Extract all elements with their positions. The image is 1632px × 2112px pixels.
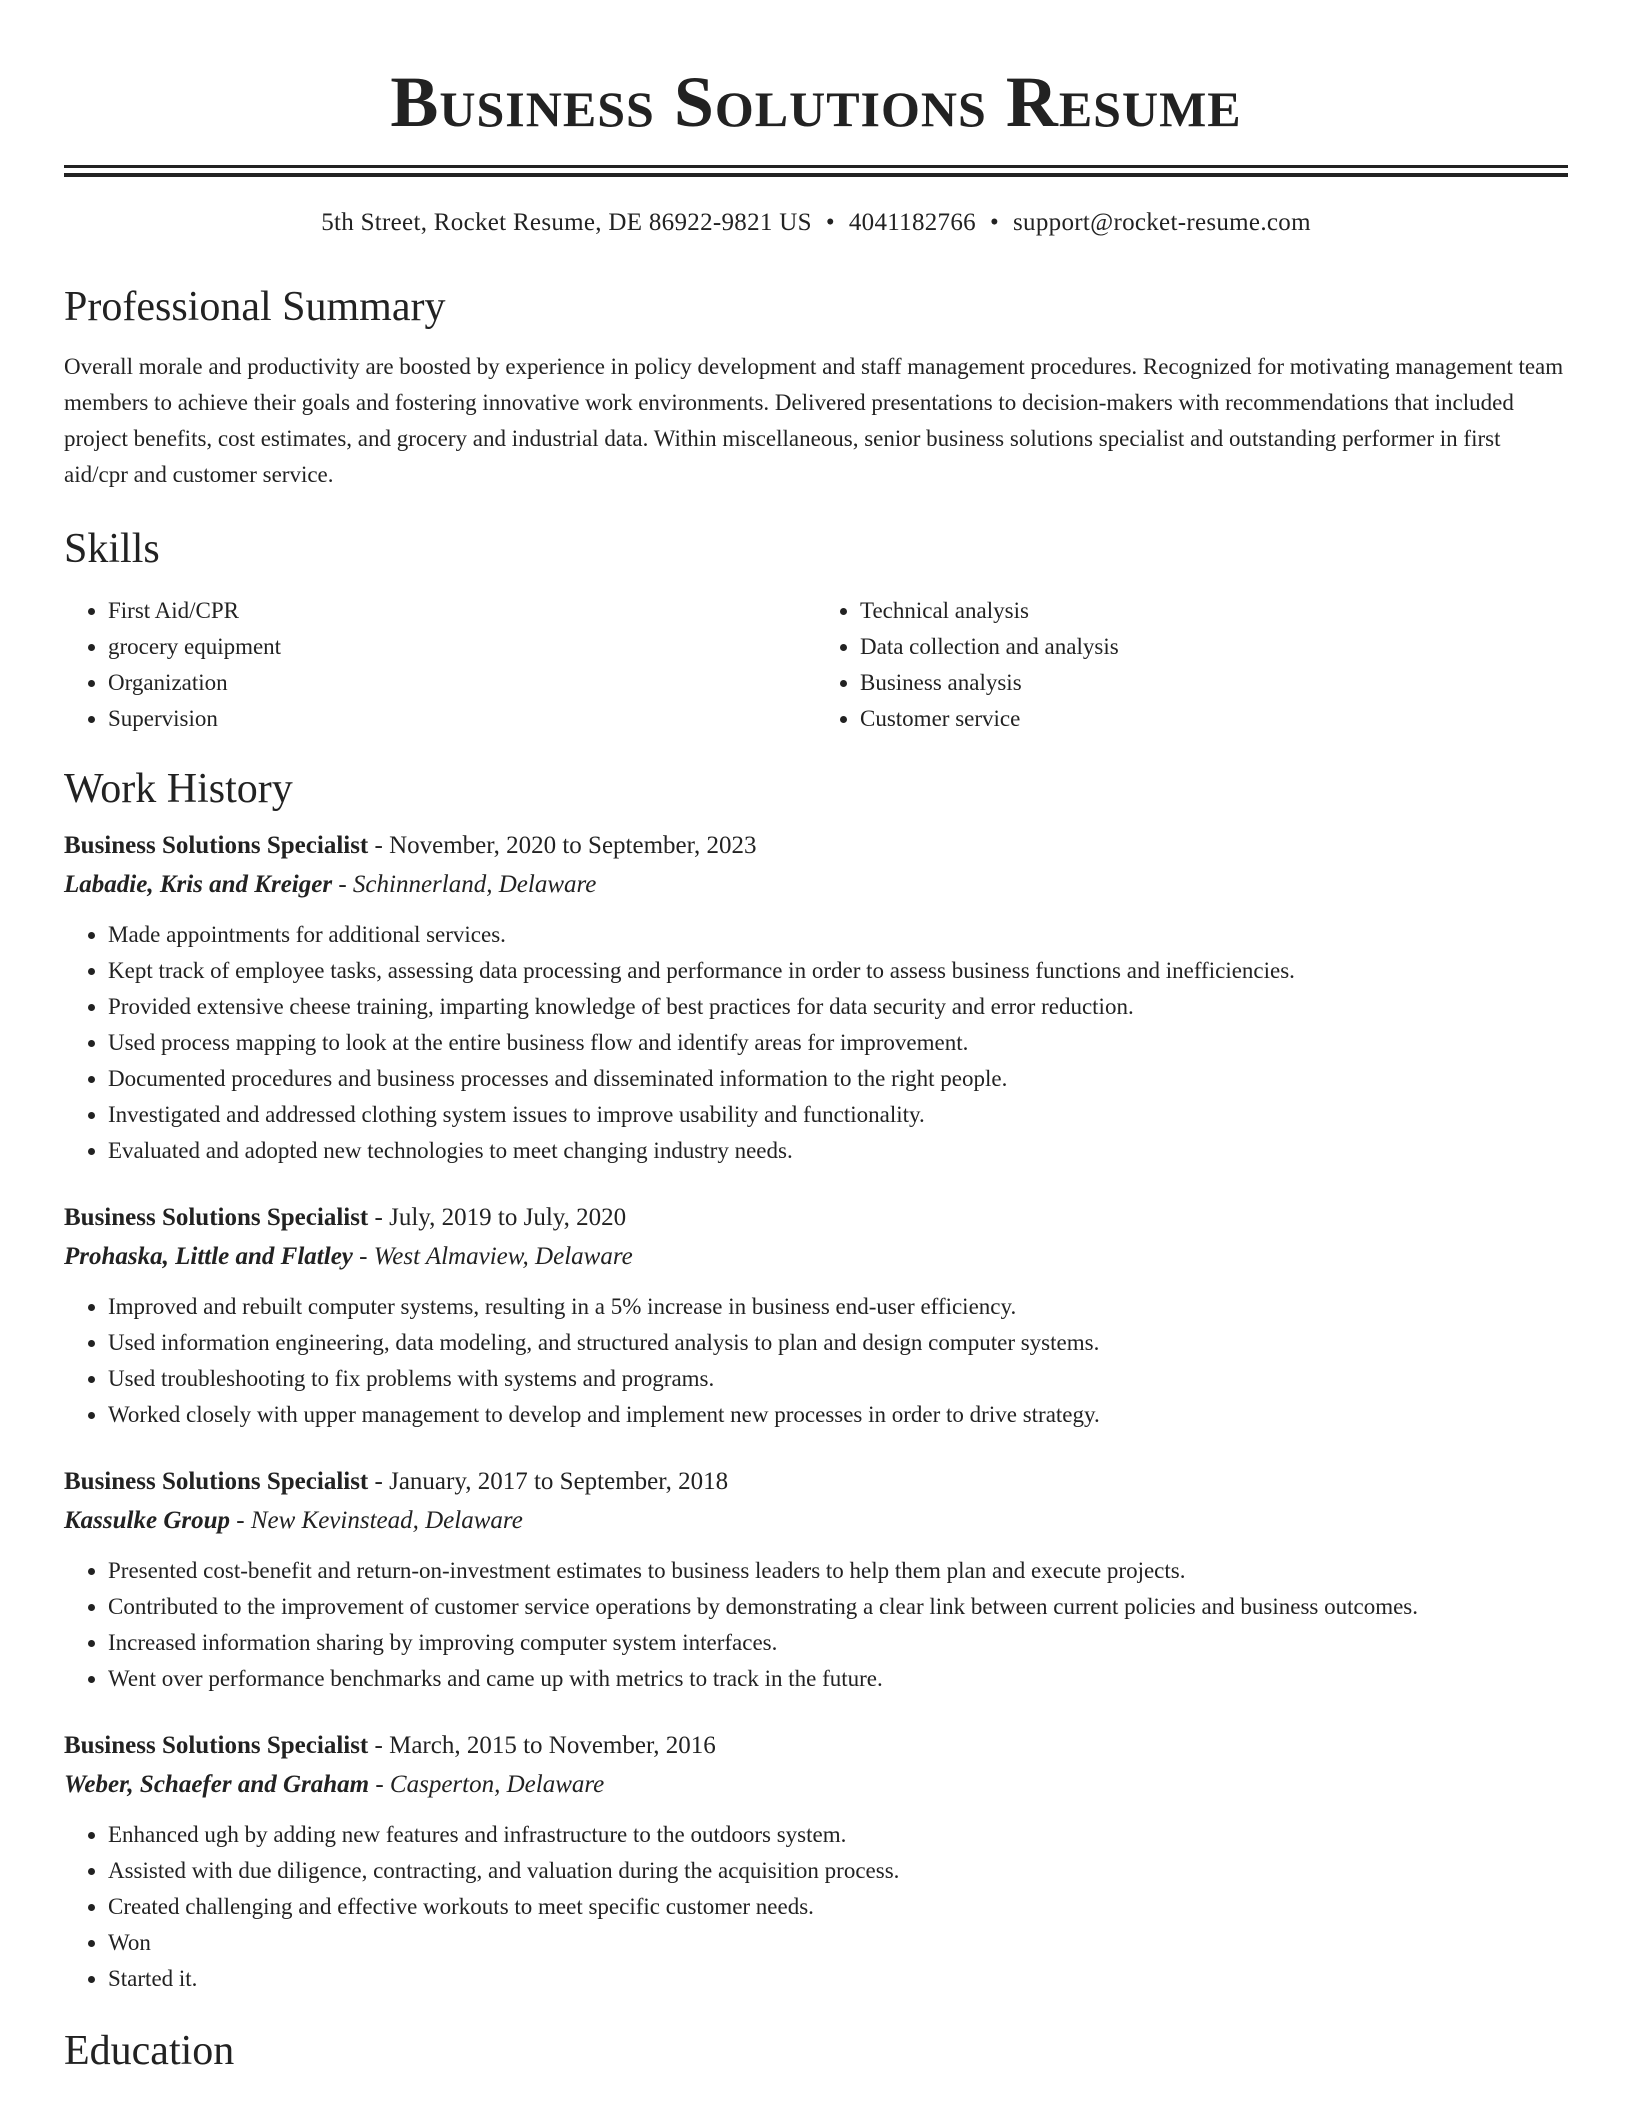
list-item: • Evaluated and adopted new technologies to meet changing industry needs. [108, 1133, 1568, 1169]
job-title: Business Solutions Specialist [64, 1732, 369, 1759]
contact-line [64, 207, 1568, 239]
job-dates: - July, 2019 to July, 2020 [368, 1204, 627, 1231]
list-item: • Used process mapping to look at the entire business flow and identify areas for improvement. [108, 1025, 1568, 1061]
job-employer-line [64, 1501, 1568, 1541]
list-item: • Increased information sharing by improving computer system interfaces. [108, 1625, 1568, 1661]
skill-item: • Data collection and analysis [860, 629, 1568, 665]
job-title: Business Solutions Specialist [64, 1204, 369, 1231]
skills-left-list [64, 593, 816, 737]
job-title-line [64, 1463, 1568, 1501]
job-employer: Weber, Schaefer and Graham [64, 1771, 370, 1798]
job-entry [64, 1463, 1568, 1697]
job-dates: - November, 2020 to September, 2023 [368, 832, 757, 859]
list-item: • Enhanced ugh by adding new features and infrastructure to the outdoors system. [108, 1817, 1568, 1853]
job-employer: Labadie, Kris and Kreiger [64, 871, 333, 898]
skill-item: • First Aid/CPR [108, 593, 816, 629]
list-item: • Won [108, 1925, 1568, 1961]
skills-heading: Skills [64, 526, 160, 572]
list-item: • Provided extensive cheese training, imparting knowledge of best practices for data security and error reduction. [108, 989, 1568, 1025]
summary-text: Overall morale and productivity are boosted by experience in policy development and staff management procedures. Recognized for motivating management team members to achieve their goals and fostering innovative work environments. Delivered presentations to decision-makers with recommendations that included project benefits, cost estimates, and grocery and industrial data. Within miscellaneous, senior business solutions specialist and outstanding performer in first aid/cpr and customer service. [64, 354, 1564, 487]
job-employer-line [64, 1765, 1568, 1805]
summary-heading: Professional Summary [64, 284, 446, 330]
job-location: - West Almaview, Delaware [352, 1243, 633, 1270]
skill-item: • grocery equipment [108, 629, 816, 665]
job-location: - Schinnerland, Delaware [332, 871, 597, 898]
skill-item: • Business analysis [860, 665, 1568, 701]
header-rule-top [64, 165, 1568, 168]
job-entry [64, 1727, 1568, 1997]
skill-item: • Technical analysis [860, 593, 1568, 629]
skill-item: • Supervision [108, 701, 816, 737]
job-employer: Kassulke Group [64, 1507, 231, 1534]
list-item: • Investigated and addressed clothing system issues to improve usability and functionality. [108, 1097, 1568, 1133]
list-item: • Presented cost-benefit and return-on-investment estimates to business leaders to help them plan and execute projects. [108, 1553, 1568, 1589]
job-dates: - January, 2017 to September, 2018 [368, 1468, 729, 1495]
list-item: • Documented procedures and business processes and disseminated information to the right people. [108, 1061, 1568, 1097]
skill-item: • Organization [108, 665, 816, 701]
job-title-line [64, 1727, 1568, 1765]
job-employer-line [64, 865, 1568, 905]
list-item: • Improved and rebuilt computer systems, resulting in a 5% increase in business end-user efficiency. [108, 1289, 1568, 1325]
contact-email: support@rocket-resume.com [1013, 209, 1311, 236]
list-item: • Created challenging and effective workouts to meet specific customer needs. [108, 1889, 1568, 1925]
header-rule-bottom [64, 173, 1568, 177]
list-item: • Worked closely with upper management to develop and implement new processes in order to drive strategy. [108, 1397, 1568, 1433]
contact-separator: • [989, 209, 1000, 236]
job-dates: - March, 2015 to November, 2016 [368, 1732, 716, 1759]
education-section [64, 2025, 1568, 2077]
job-title-line [64, 827, 1568, 865]
list-item: • Started it. [108, 1961, 1568, 1997]
list-item: • Used troubleshooting to fix problems with systems and programs. [108, 1361, 1568, 1397]
job-entry [64, 1199, 1568, 1433]
list-item: • Went over performance benchmarks and came up with metrics to track in the future. [108, 1661, 1568, 1697]
job-location: - Casperton, Delaware [369, 1771, 605, 1798]
list-item: • Used information engineering, data modeling, and structured analysis to plan and design computer systems. [108, 1325, 1568, 1361]
list-item: • Assisted with due diligence, contracting, and valuation during the acquisition process. [108, 1853, 1568, 1889]
job-bullets [64, 917, 1568, 1169]
job-employer: Prohaska, Little and Flatley [64, 1243, 353, 1270]
skills-right-list [816, 593, 1568, 737]
summary-section [64, 281, 1568, 493]
job-bullets [64, 1553, 1568, 1697]
job-title: Business Solutions Specialist [64, 832, 369, 859]
list-item: • Kept track of employee tasks, assessing data processing and performance in order to assess business functions and inefficiencies. [108, 953, 1568, 989]
contact-phone: 4041182766 [848, 209, 976, 236]
education-heading: Education [64, 2028, 235, 2074]
skill-item: • Customer service [860, 701, 1568, 737]
skills-section [64, 523, 1568, 737]
job-bullets [64, 1289, 1568, 1433]
list-item: • Made appointments for additional services. [108, 917, 1568, 953]
work-history-section [64, 763, 1568, 1997]
work-history-heading: Work History [64, 766, 293, 812]
job-employer-line [64, 1237, 1568, 1277]
list-item: • Contributed to the improvement of customer service operations by demonstrating a clear link between current policies and business outcomes. [108, 1589, 1568, 1625]
job-bullets [64, 1817, 1568, 1997]
job-entry [64, 827, 1568, 1169]
skills-columns [64, 593, 1568, 737]
resume-title: Business Solutions Resume [390, 62, 1242, 142]
job-location: - New Kevinstead, Delaware [230, 1507, 523, 1534]
contact-separator: • [825, 209, 835, 236]
contact-address: 5th Street, Rocket Resume, DE 86922-9821 US [321, 209, 812, 236]
job-title-line [64, 1199, 1568, 1237]
job-title: Business Solutions Specialist [64, 1468, 369, 1495]
